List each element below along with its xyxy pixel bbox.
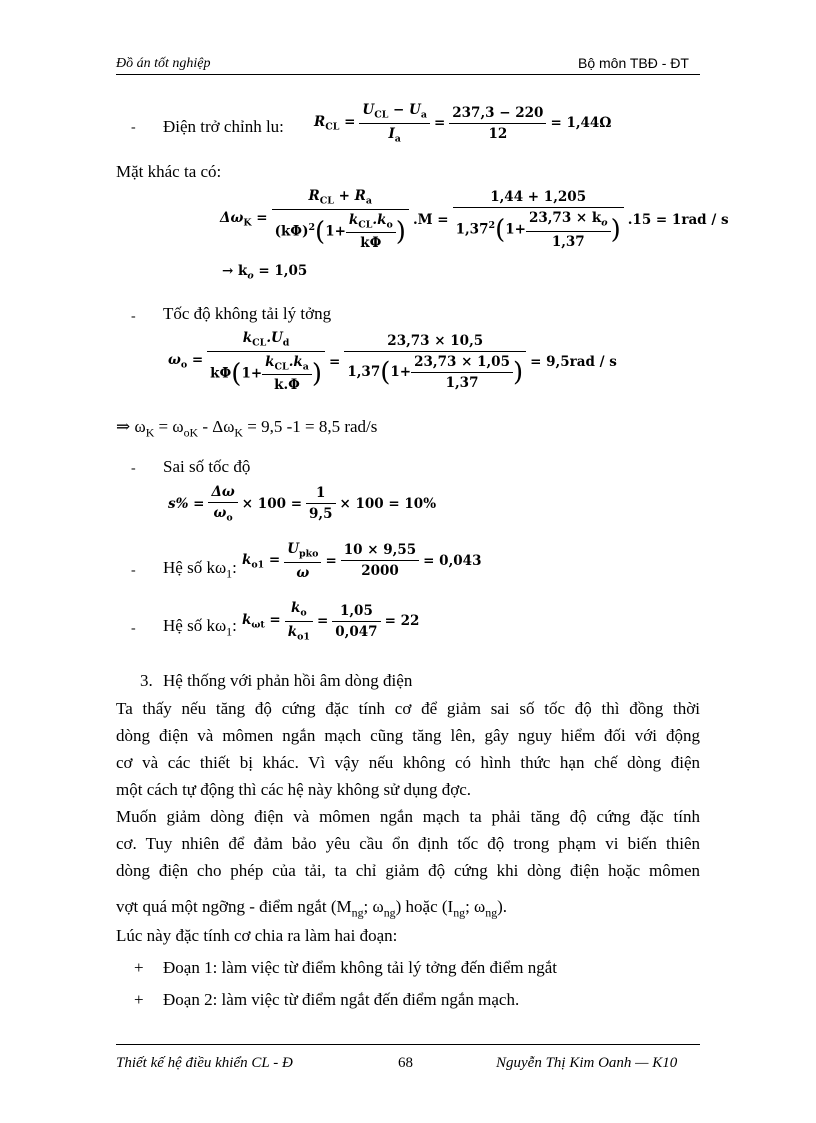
list-item: Đoạn 2: làm việc từ điểm ngắt đến điểm ngắn mạch. bbox=[163, 990, 520, 1009]
equation-omega0: $\omega_o$ = $k_{CL}.U_d$ kΦ(1+ $\frac{k_{CL}.k_a}{k.\Phi}$ ) = 23,73 × 10,5 1,37(1+ $\frac{23,73 \times 1,05}{1,37}$ ) = 9,5rad / s bbox=[168, 330, 617, 394]
label-mat-khac: Mặt khác ta có: bbox=[116, 162, 222, 181]
label-sai-so: Sai số tốc độ bbox=[163, 457, 251, 476]
paragraph2-line: dòng điện cho phép của tải, ta chỉ giảm độ cứng khi dòng điện hoặc mômen bbox=[116, 861, 700, 880]
label-toc-do: Tốc độ không tải lý tởng bbox=[163, 304, 332, 323]
bullet: - bbox=[131, 563, 136, 578]
bullet: - bbox=[131, 120, 136, 135]
label-he-so-2: Hệ số $k\omega_1$: bbox=[163, 616, 237, 639]
paragraph2-line: vợt quá một ngỡng - điểm ngắt ($M_{ng}$; $\omega_{ng}$) hoặc ($I_{ng}$; $\omega_{ng}$). bbox=[116, 897, 508, 920]
bullet: - bbox=[131, 621, 136, 636]
footer-page-number: 68 bbox=[398, 1055, 413, 1071]
header-rule bbox=[116, 74, 700, 75]
paragraph3: Lúc này đặc tính cơ chia ra làm hai đoạn: bbox=[116, 926, 398, 945]
header-right: Bộ môn TBĐ - ĐT bbox=[578, 55, 689, 71]
label-he-so-1: Hệ số $k\omega_1$: bbox=[163, 558, 237, 581]
equation-k-ot: $k_{\omega t}$ = $\frac{k_o}{k_{o1}}$ = $\frac{1,05}{0,047}$ = 22 bbox=[242, 600, 420, 643]
plus-bullet: + bbox=[134, 990, 144, 1009]
paragraph1-line: cơ và các thiết bị khác. Vì vậy nếu không có hình thức hạn chế dòng điện bbox=[116, 753, 700, 772]
section-title: Hệ thống với phản hồi âm dòng điện bbox=[163, 671, 413, 690]
label-dien-tro: Điện trở chỉnh lu: bbox=[163, 117, 284, 136]
equation-rcl: $R_{CL}$ = $\frac{U_{CL} - U_a}{I_a}$ = $\frac{237,3 - 220}{12}$ = 1,44Ω bbox=[314, 102, 612, 145]
bullet: - bbox=[131, 309, 136, 324]
equation-s-pct: s% = $\frac{\Delta\omega}{\omega_o}$ × 100 = $\frac{1}{9,5}$ × 100 = 10% bbox=[168, 484, 437, 524]
bullet: - bbox=[131, 461, 136, 476]
list-item: Đoạn 1: làm việc từ điểm không tải lý tởng đến điểm ngắt bbox=[163, 958, 558, 977]
header-left: Đồ án tốt nghiệp bbox=[116, 56, 211, 71]
equation-ko-result: → $k_o = 1,05$ bbox=[222, 263, 308, 282]
section-number: 3. bbox=[140, 671, 153, 690]
equation-k-o1: $k_{o1}$ = $\frac{U_{pko}}{\omega}$ = $\frac{10 \times 9,55}{2000}$ = 0,043 bbox=[242, 541, 482, 581]
paragraph1-line: dòng điện và mômen ngắn mạch cũng tăng lên, gây nguy hiểm đối với động bbox=[116, 726, 700, 745]
footer-left: Thiết kế hệ điều khiển CL - Đ bbox=[116, 1055, 293, 1071]
paragraph2-line: cơ. Tuy nhiên để đảm bảo yêu cầu ổn định tốc độ trong phạm vi biến thiên bbox=[116, 834, 700, 853]
paragraph1-line: Ta thấy nếu tăng độ cứng đặc tính cơ để giảm sai số tốc độ thì đồng thời bbox=[116, 699, 700, 718]
footer-rule bbox=[116, 1044, 700, 1045]
paragraph1-line: một cách tự động thì các hệ này không sử dụng đợc. bbox=[116, 780, 472, 799]
equation-domega: $\Delta\omega_K$ = $R_{CL} + R_a$ $(k\Phi)^2(1+$ $\frac{k_{CL}.k_o}{k\Phi}$ ) .M = 1,44 + 1,205 $1,37^2(1+$ $\frac{23,73 \times k_o}{1,37}$ ) .15 = 1rad / s bbox=[220, 188, 729, 252]
plus-bullet: + bbox=[134, 958, 144, 977]
equation-omega-k: ⇒ $\omega_K = \omega_{oK} - \Delta\omega_K = 9,5$ -1 = 8,5 rad/s bbox=[116, 417, 378, 440]
paragraph2-line: Muốn giảm dòng điện và mômen ngắn mạch ta phải tăng độ cứng đặc tính bbox=[116, 807, 700, 826]
footer-right: Nguyễn Thị Kim Oanh — K10 bbox=[496, 1055, 678, 1071]
